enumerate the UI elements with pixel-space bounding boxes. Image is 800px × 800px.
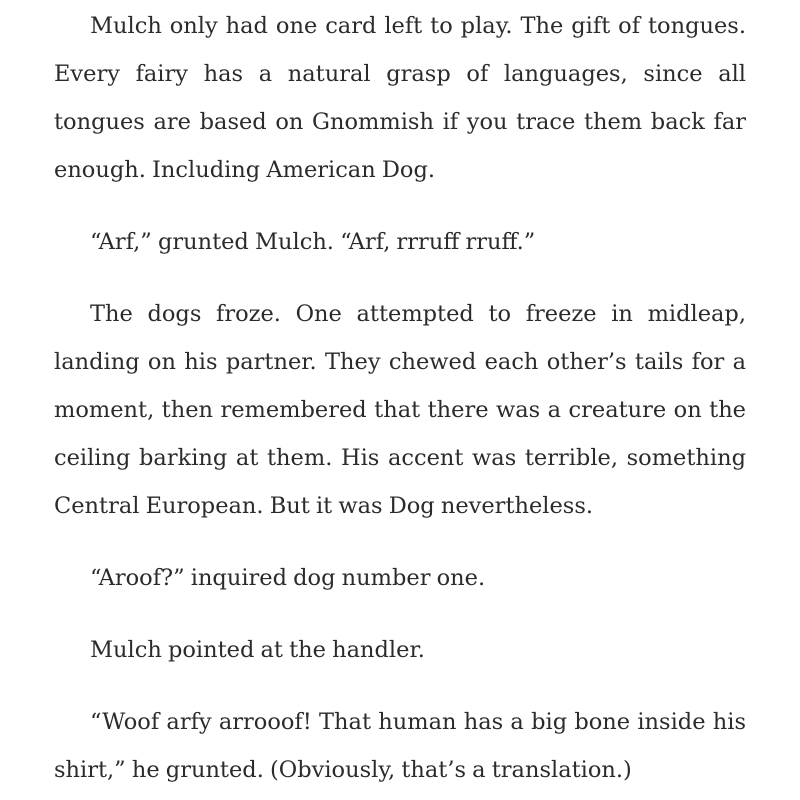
paragraph-1: Mulch only had one card left to play. The gift of tongues. Every fairy has a natural grasp of languages, since all tongues are based on Gnommish if you trace them back far enough. Including American Dog. bbox=[54, 13, 746, 183]
paragraph-5: Mulch pointed at the handler. bbox=[90, 637, 425, 663]
paragraph-3: The dogs froze. One attempted to freeze in midleap, landing on his partner. They chewed each other’s tails for a moment, then remembered that there was a creature on the ceiling barking at them. His accent was terrible, something Central European. But it was Dog nevertheless. bbox=[54, 301, 746, 519]
paragraph-4: “Aroof?” inquired dog number one. bbox=[90, 565, 486, 591]
paragraph-6: “Woof arfy arrooof! That human has a big bone inside his shirt,” he grunted. (Obviously, that’s a translation.) bbox=[54, 709, 746, 783]
book-page bbox=[54, 2, 746, 794]
paragraph-2: “Arf,” grunted Mulch. “Arf, rrruff rruff.” bbox=[90, 229, 536, 255]
